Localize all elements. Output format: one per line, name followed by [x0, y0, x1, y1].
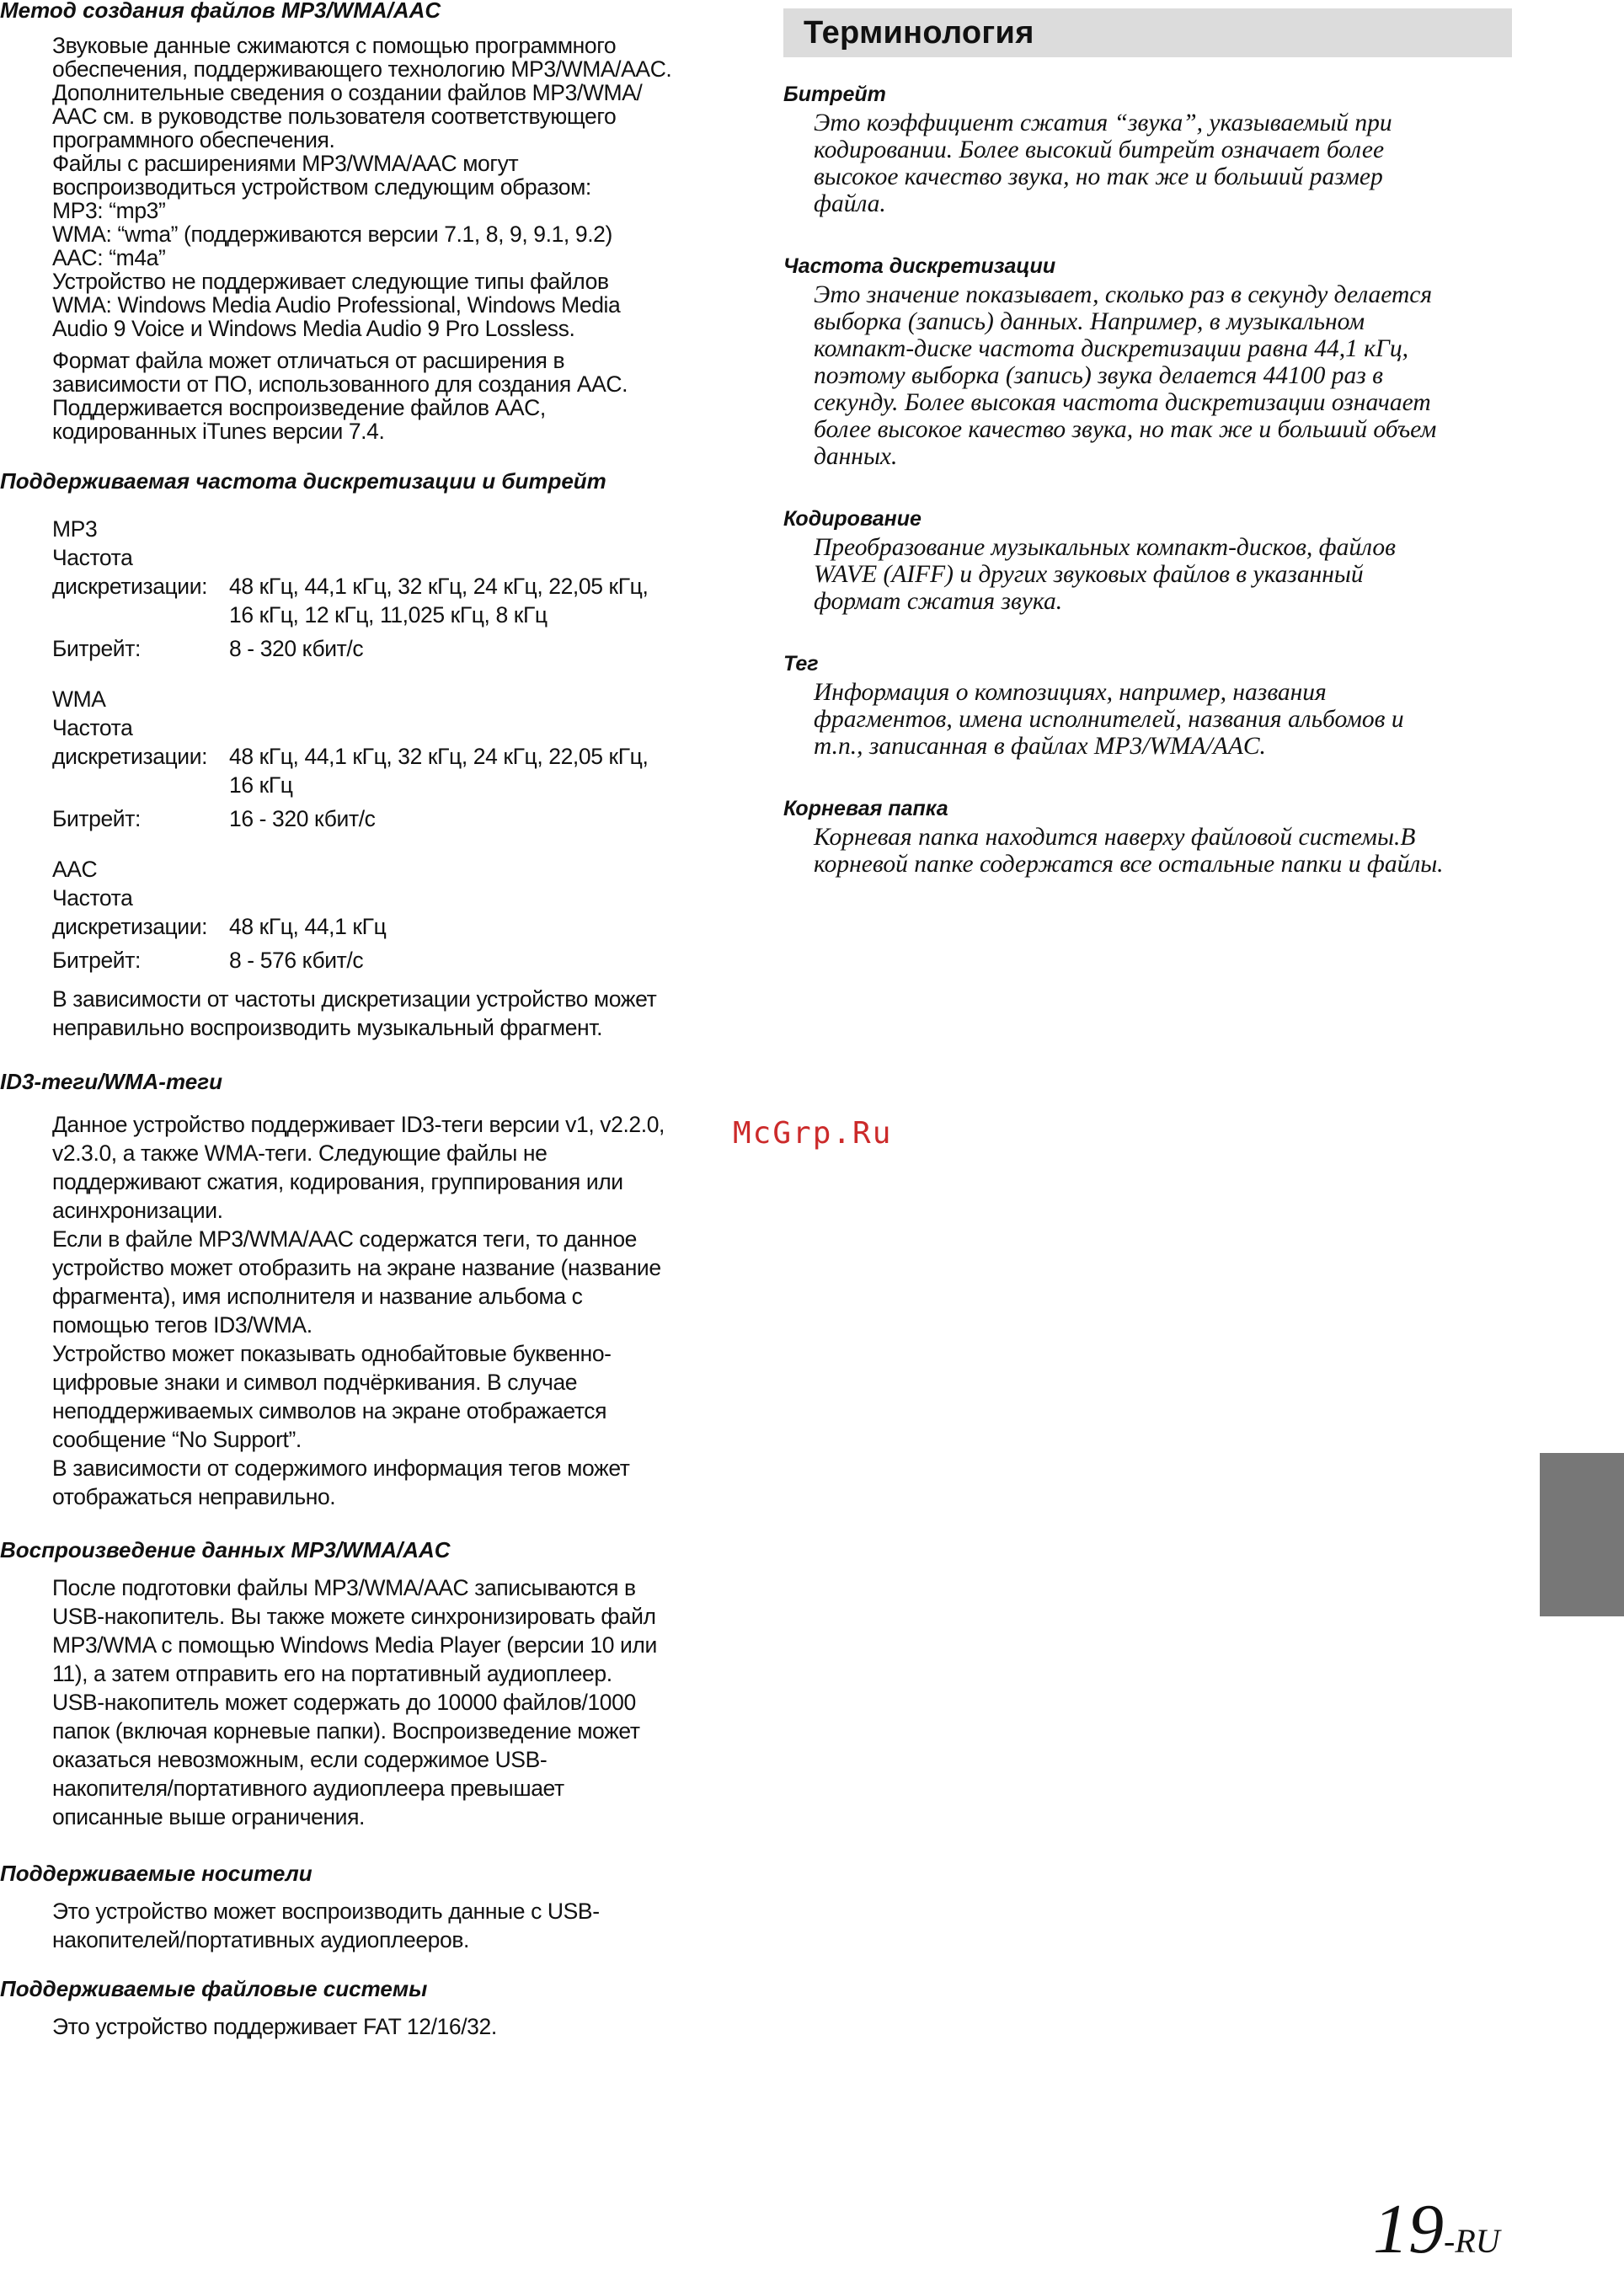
section-media — [0, 1860, 600, 1954]
section-heading: ID3-теги/WMA-теги — [0, 1069, 222, 1094]
paragraph: Формат файла может отличаться от расширения в зависимости от ПО, использованного для создания AAC. Поддерживается воспроизведение файлов AAC, кодированных iTunes версии 7.4. — [52, 348, 628, 444]
spec-mp3: MP3 Частота дискретизации: 48 кГц, 44,1 кГц, 32 кГц, 24 кГц, 22,05 кГц, 16 кГц, 12 кГц, 11,025 кГц, 8 кГц Битрейт: 8 - 320 кбит/с — [52, 516, 649, 661]
term-root-folder — [783, 795, 1512, 878]
section-playback — [0, 1536, 657, 1831]
page-number-value: 19 — [1373, 2190, 1444, 2268]
term-definition: Преобразование музыкальных компакт-дисков, файлов WAVE (AIFF) и других звуковых файлов в указанный формат сжатия звука. — [814, 534, 1396, 615]
term-definition: Это значение показывает, сколько раз в секунду делается выборка (запись) данных. Например, в музыкальном компакт-диске частота дискретизации равна 44,1 кГц, поэтому выборка (запись) звука делается 44100 раз в секунду. Более высокая частота дискретизации означает более высокое качество звука, но так же и больший объем данных. — [814, 281, 1437, 470]
watermark: McGrp.Ru — [733, 1116, 893, 1151]
terminology-banner: Терминология — [783, 8, 1512, 57]
section-file-systems — [0, 1975, 497, 2041]
section-heading: Поддерживаемые носители — [0, 1861, 313, 1886]
paragraph: Это устройство может воспроизводить данные с USB- накопителей/портативных аудиоплееров. — [52, 1899, 600, 1952]
spec-aac: AAC Частота дискретизации: 48 кГц, 44,1 кГц Битрейт: 8 - 576 кбит/с — [52, 857, 387, 973]
section-heading: Поддерживаемые файловые системы — [0, 1976, 428, 2001]
section-heading: Метод создания файлов MP3/WMA/AAC — [0, 0, 441, 23]
page-number-suffix: -RU — [1444, 2222, 1500, 2260]
section-heading: Поддерживаемая частота дискретизации и битрейт — [0, 468, 606, 494]
paragraph: Звуковые данные сжимаются с помощью программного обеспечения, поддерживающего технологию MP3/WMA/AAC. Дополнительные сведения о создании файлов MP3/WMA/ AAC см. в руководстве пользователя соответствующего программного обеспечения. Файлы с расширениями MP3/WMA/AAC могут воспроизводиться устройством следующим образом: MP3: “mp3” WMA: “wma” (поддерживаются версии 7.1, 8, 9, 9.1, 9.2) AAC: “m4a” Устройство не поддерживает следующие типы файлов WMA: Windows Media Audio Professional, Windows Media Audio 9 Voice и Windows Media Audio 9 Pro Lossless. — [52, 33, 672, 341]
term-encoding — [783, 505, 1512, 615]
term-heading: Корневая папка — [783, 797, 948, 820]
term-definition: Это коэффициент сжатия “звука”, указываемый при кодировании. Более высокий битрейт означает более высокое качество звука, но так же и больший размер файла. — [814, 109, 1392, 217]
paragraph: В зависимости от частоты дискретизации устройство может неправильно воспроизводить музыкальный фрагмент. — [52, 986, 657, 1040]
term-heading: Битрейт — [783, 83, 886, 106]
term-heading: Частота дискретизации — [783, 254, 1056, 278]
section-sample-rate-bitrate — [0, 467, 656, 1042]
term-definition: Корневая папка находится наверху файловой системы.В корневой папке содержатся все остальные папки и файлы. — [814, 824, 1444, 878]
section-file-creation — [0, 0, 671, 443]
right-column — [783, 8, 1512, 878]
paragraph: Данное устройство поддерживает ID3-теги версии v1, v2.2.0, v2.3.0, а также WMA-теги. Следующие файлы не поддерживают сжатия, кодирования, группирования или асинхронизации. Если в файле MP3/WMA/AAC содержатся теги, то данное устройство может отобразить на экране название (название фрагмента), имя исполнителя и название альбома с помощью тегов ID3/WMA. Устройство может показывать однобайтовые буквенно- цифровые знаки и символ подчёркивания. В случае неподдерживаемых символов на экране отображается сообщение “No Support”. В зависимости от содержимого информация тегов может отображаться неправильно. — [52, 1112, 665, 1509]
term-sample-rate — [783, 253, 1512, 470]
term-bitrate — [783, 81, 1512, 217]
section-id3-tags — [0, 1068, 665, 1511]
term-tag — [783, 650, 1512, 760]
term-definition: Информация о композициях, например, названия фрагментов, имена исполнителей, названия альбомов и т.п., записанная в файлах MP3/WMA/AAC. — [814, 679, 1404, 760]
side-tab — [1540, 1453, 1624, 1616]
spec-wma: WMA Частота дискретизации: 48 кГц, 44,1 кГц, 32 кГц, 24 кГц, 22,05 кГц, 16 кГц Битрейт: 16 - 320 кбит/с — [52, 686, 649, 831]
section-heading: Воспроизведение данных MP3/WMA/AAC — [0, 1537, 451, 1562]
paragraph: Это устройство поддерживает FAT 12/16/32. — [52, 2014, 497, 2039]
page-number — [1373, 2190, 1500, 2268]
term-heading: Тег — [783, 652, 819, 676]
term-heading: Кодирование — [783, 507, 922, 531]
paragraph: После подготовки файлы MP3/WMA/AAC записываются в USB-накопитель. Вы также можете синхронизировать файл MP3/WMA с помощью Windows Media Player (версии 10 или 11), а затем отправить его на портативный аудиоплеер. USB-накопитель может содержать до 10000 файлов/1000 папок (включая корневые папки). Воспроизведение может оказаться невозможным, если содержимое USB- накопителя/портативного аудиоплеера превышает описанные выше ограничения. — [52, 1575, 657, 1829]
